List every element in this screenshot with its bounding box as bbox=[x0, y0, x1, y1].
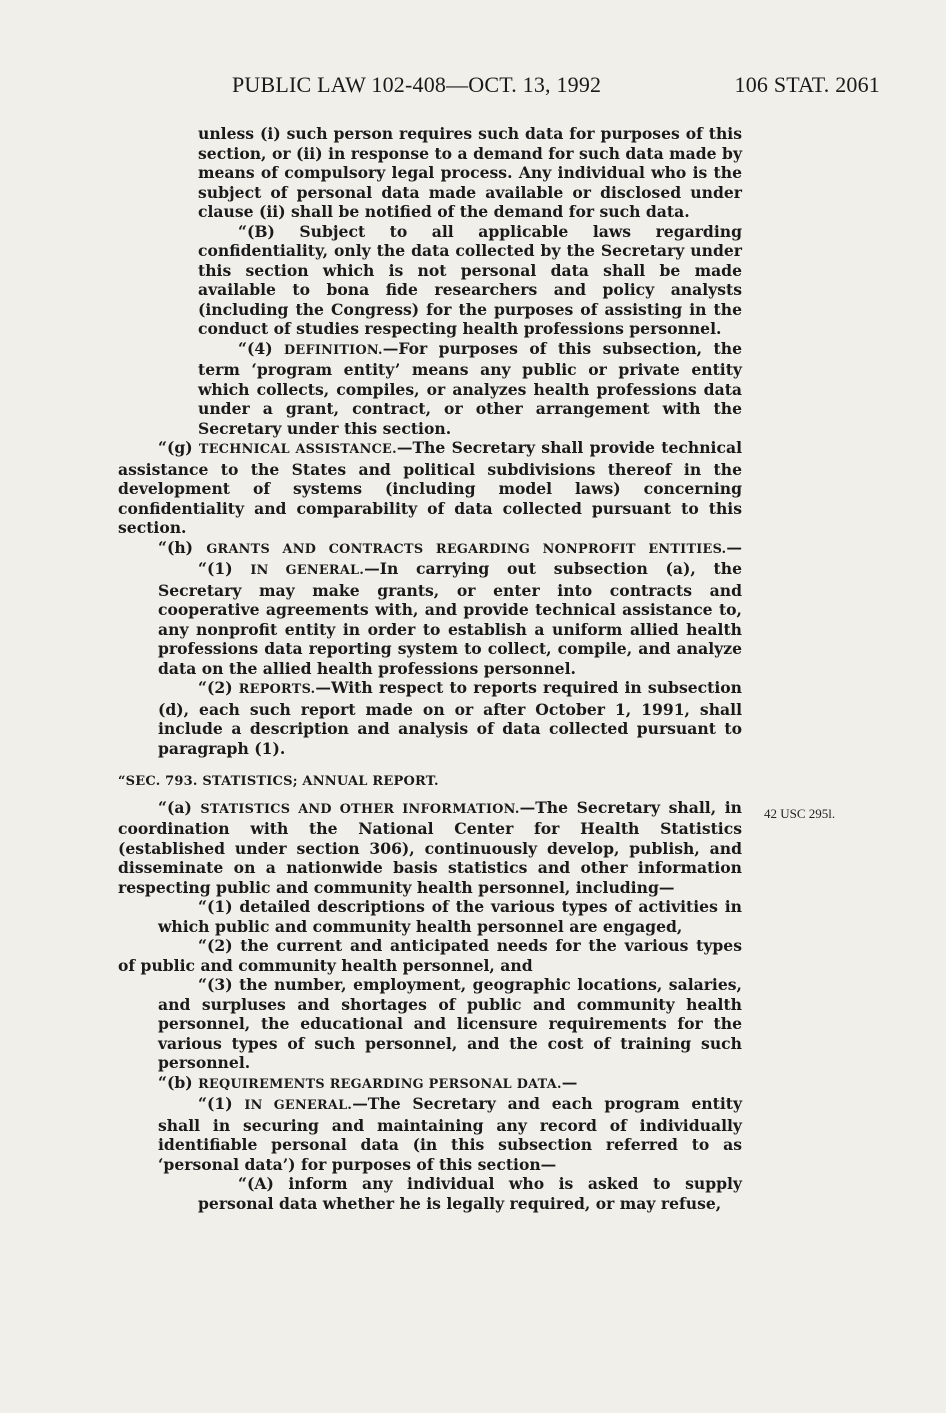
paragraph: unless (i) such person requires such data for purposes of this section, or (ii) in response to a demand for such data made by means of compulsory legal process. Any individual who is the subject of personal data made available or disclosed under clause (ii) shall be notified of the demand for such data. bbox=[198, 124, 742, 221]
paragraph-heading: IN GENERAL. bbox=[250, 563, 365, 578]
statute-body bbox=[118, 124, 742, 1213]
paragraph: “(2) the current and anticipated needs for the various types of public and community health personnel, and bbox=[118, 936, 742, 975]
paragraph-heading: GRANTS AND CONTRACTS REGARDING NONPROFIT ENTITIES. bbox=[206, 541, 727, 557]
paragraph: “(h) GRANTS AND CONTRACTS REGARDING NONPROFIT ENTITIES.— bbox=[158, 537, 742, 557]
paragraph: “(a) STATISTICS AND OTHER INFORMATION.—The Secretary shall, in coordination with the National Center for Health Statistics (established under section 306), continuously develop, publish, and disseminate on a nationwide basis statistics and other information respecting public and community health personnel, including— bbox=[118, 797, 742, 897]
paragraph: “(2) REPORTS.—With respect to reports required in subsection (d), each such report made on or after October 1, 1991, shall include a description and analysis of data collected pursuant to paragraph (1). bbox=[158, 678, 743, 758]
paragraph-heading: STATISTICS AND OTHER INFORMATION. bbox=[200, 801, 520, 817]
paragraph: “(A) inform any individual who is asked to supply personal data whether he is legally required, or may refuse, bbox=[198, 1174, 742, 1213]
paragraph: “(1) IN GENERAL.—The Secretary and each program entity shall in securing and maintaining any record of individually identifiable personal data (in this subsection referred to as ‘personal data’) for purposes of this section— bbox=[158, 1094, 743, 1174]
paragraph: “(1) detailed descriptions of the various types of activities in which public and community health personnel are engaged, bbox=[158, 897, 742, 936]
paragraph-heading: REPORTS. bbox=[238, 682, 316, 697]
paragraph-heading: REQUIREMENTS REGARDING PERSONAL DATA. bbox=[198, 1076, 562, 1092]
header-stat-page: 106 STAT. 2061 bbox=[734, 72, 880, 97]
paragraph: “(B) Subject to all applicable laws regarding confidentiality, only the data collected by the Secretary under this section which is not personal data shall be made available to bona fide researchers and policy analysts (including the Congress) for the purposes of assisting in the conduct of studies respecting health professions personnel. bbox=[198, 221, 742, 338]
paragraph-heading: IN GENERAL. bbox=[244, 1098, 353, 1113]
section-heading: “SEC. 793. STATISTICS; ANNUAL REPORT. bbox=[118, 774, 439, 789]
paragraph-heading: TECHNICAL ASSISTANCE. bbox=[198, 442, 397, 457]
paragraph: “(g) TECHNICAL ASSISTANCE.—The Secretary shall provide technical assistance to the States and political subdivisions thereof in the development of systems (including model laws) concerning confidentiality and comparability of data collected pursuant to this section. bbox=[118, 438, 742, 537]
header-public-law: PUBLIC LAW 102-408—OCT. 13, 1992 bbox=[232, 72, 602, 97]
usc-margin-note: 42 USC 295l. bbox=[764, 806, 836, 821]
paragraph: “(1) IN GENERAL.—In carrying out subsection (a), the Secretary may make grants, or enter into contracts and cooperative agreements with, and provide technical assistance to, any nonprofit entity in order to establish a uniform allied health professions data reporting system to collect, compile, and analyze data on the allied health professions personnel. bbox=[158, 559, 742, 678]
paragraph: “(4) DEFINITION.—For purposes of this subsection, the term ‘program entity’ means any public or private entity which collects, compiles, or analyzes health professions data under a grant, contract, or other arrangement with the Secretary under this section. bbox=[198, 338, 742, 438]
paragraph-heading: DEFINITION. bbox=[284, 342, 383, 358]
paragraph: “(b) REQUIREMENTS REGARDING PERSONAL DATA.— bbox=[158, 1072, 578, 1092]
paragraph: “(3) the number, employment, geographic locations, salaries, and surpluses and shortages of public and community health personnel, the educational and licensure requirements for the various types of such personnel, and the cost of training such personnel. bbox=[158, 975, 742, 1072]
